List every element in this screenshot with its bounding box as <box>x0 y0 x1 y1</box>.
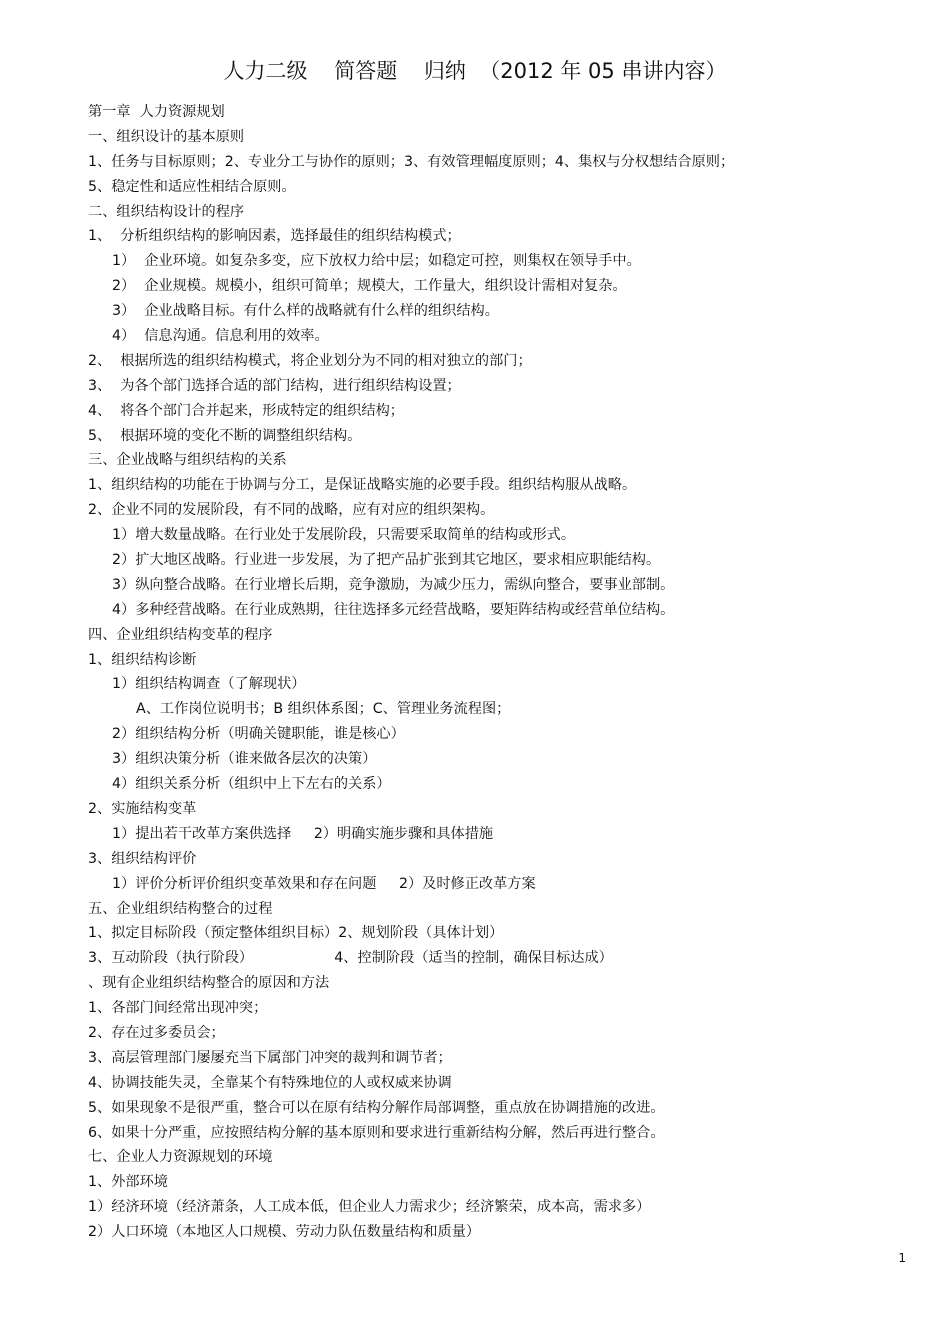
text-line: 1）组织结构调查（了解现状） <box>112 676 306 693</box>
text-line: 4）组织关系分析（组织中上下左右的关系） <box>112 776 391 793</box>
text-line: 1、组织结构的功能在于协调与分工，是保证战略实施的必要手段。组织结构服从战略。 <box>88 477 637 494</box>
section-heading: 三、企业战略与组织结构的关系 <box>88 452 287 469</box>
text-line: 4、协调技能失灵，全靠某个有特殊地位的人或权威来协调 <box>88 1074 452 1091</box>
text-line: 1） 企业环境。如复杂多变，应下放权力给中层；如稳定可控，则集权在领导手中。 <box>112 253 641 270</box>
section-heading: 一、组织设计的基本原则 <box>88 128 245 145</box>
text-line: 3、组织结构评价 <box>88 850 197 867</box>
section-heading: 七、企业人力资源规划的环境 <box>88 1149 273 1166</box>
text-line: 5、稳定性和适应性相结合原则。 <box>88 178 296 195</box>
text-line: 2、 根据所选的组织结构模式，将企业划分为不同的相对独立的部门； <box>88 352 532 369</box>
text-line: 3）纵向整合战略。在行业增长后期，竞争激励，为减少压力，需纵向整合，要事业部制。 <box>112 576 675 593</box>
text-line: 1）经济环境（经济萧条，人工成本低，但企业人力需求少；经济繁荣，成本高，需求多） <box>88 1199 651 1216</box>
section-heading: 四、企业组织结构变革的程序 <box>88 626 273 643</box>
text-line: 2、存在过多委员会； <box>88 1024 225 1041</box>
text-line: 1、外部环境 <box>88 1174 168 1191</box>
text-line: 1、 分析组织结构的影响因素，选择最佳的组织结构模式； <box>88 228 461 245</box>
section-heading: 、现有企业组织结构整合的原因和方法 <box>88 975 330 992</box>
section-heading: 二、组织结构设计的程序 <box>88 203 245 220</box>
text-line: 3） 企业战略目标。有什么样的战略就有什么样的组织结构。 <box>112 303 499 320</box>
text-line: 3、高层管理部门屡屡充当下属部门冲突的裁判和调节者； <box>88 1049 452 1066</box>
text-line: 1、任务与目标原则；2、专业分工与协作的原则；3、有效管理幅度原则；4、集权与分权想结合原则； <box>88 153 735 170</box>
text-line: 1）提出若干改革方案供选择 2）明确实施步骤和具体措施 <box>112 825 494 842</box>
text-line: 6、如果十分严重，应按照结构分解的基本原则和要求进行重新结构分解，然后再进行整合。 <box>88 1124 665 1141</box>
text-line: 2） 企业规模。规模小，组织可简单；规模大，工作量大，组织设计需相对复杂。 <box>112 278 627 295</box>
text-line: 5、 根据环境的变化不断的调整组织结构。 <box>88 427 362 444</box>
text-line: 2）扩大地区战略。行业进一步发展，为了把产品扩张到其它地区，要求相应职能结构。 <box>112 552 661 569</box>
text-line: 1）增大数量战略。在行业处于发展阶段，只需要采取简单的结构或形式。 <box>112 527 576 544</box>
text-line: 2、企业不同的发展阶段，有不同的战略，应有对应的组织架构。 <box>88 502 495 519</box>
text-line: 2）人口环境（本地区人口规模、劳动力队伍数量结构和质量） <box>88 1224 481 1241</box>
text-line: A、工作岗位说明书；B 组织体系图；C、管理业务流程图； <box>136 701 511 718</box>
text-line: 1、各部门间经常出现冲突； <box>88 1000 268 1017</box>
text-line: 2）组织结构分析（明确关键职能，谁是核心） <box>112 726 405 743</box>
text-line: 4、 将各个部门合并起来，形成特定的组织结构； <box>88 402 404 419</box>
document-body <box>88 100 888 1245</box>
text-line: 1、拟定目标阶段（预定整体组织目标）2、规划阶段（具体计划） <box>88 925 504 942</box>
text-line: 4）多种经营战略。在行业成熟期，往往选择多元经营战略，要矩阵结构或经营单位结构。 <box>112 601 675 618</box>
chapter-heading: 第一章 人力资源规划 <box>88 104 225 120</box>
page-title: 人力二级 简答题 归纳 （2012 年 05 串讲内容） <box>223 59 727 83</box>
text-line: 1、组织结构诊断 <box>88 651 197 668</box>
text-line: 3、 为各个部门选择合适的部门结构，进行组织结构设置； <box>88 377 461 394</box>
text-line: 3、互动阶段（执行阶段） 4、控制阶段（适当的控制，确保目标达成） <box>88 950 613 967</box>
text-line: 4） 信息沟通。信息利用的效率。 <box>112 328 329 345</box>
section-heading: 五、企业组织结构整合的过程 <box>88 900 273 917</box>
page-number: 1 <box>898 1251 906 1265</box>
text-line: 1）评价分析评价组织变革效果和存在问题 2）及时修正改革方案 <box>112 875 536 892</box>
text-line: 3）组织决策分析（谁来做各层次的决策） <box>112 751 377 768</box>
text-line: 5、如果现象不是很严重，整合可以在原有结构分解作局部调整，重点放在协调措施的改进。 <box>88 1099 665 1116</box>
text-line: 2、实施结构变革 <box>88 800 197 817</box>
